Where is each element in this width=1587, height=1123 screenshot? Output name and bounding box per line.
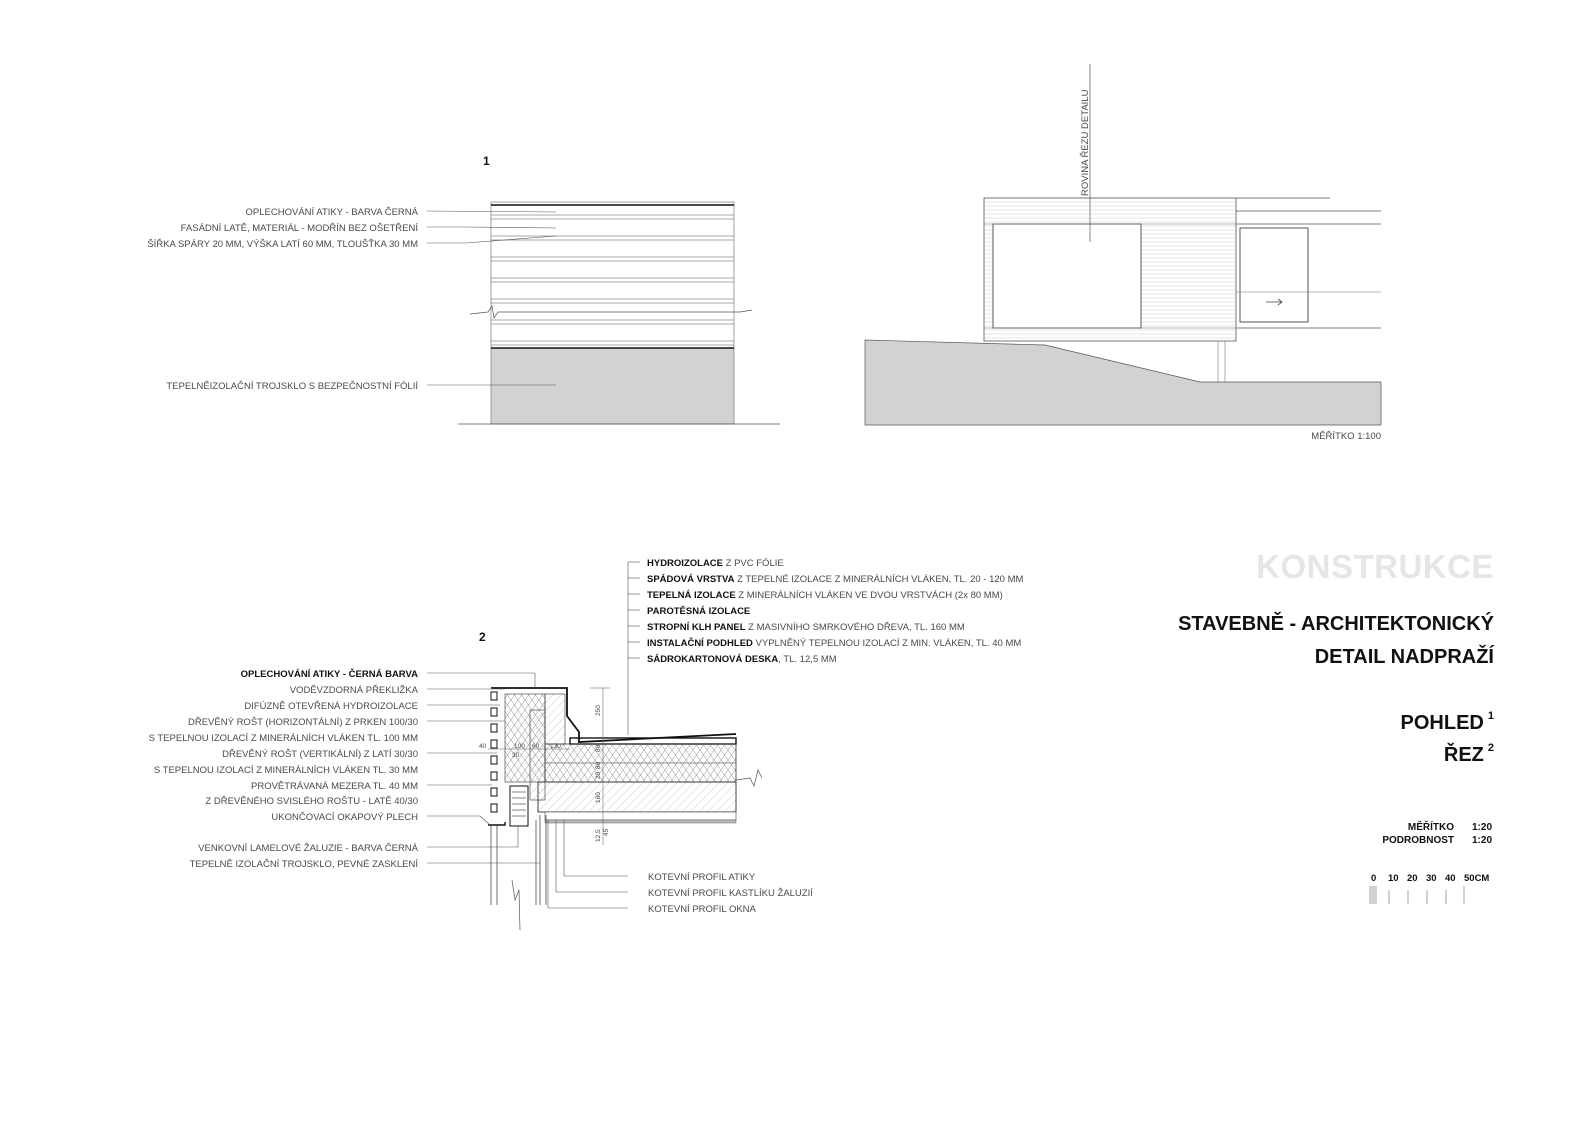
detail-label: PODROBNOST xyxy=(1382,835,1454,846)
detail-value: 1:20 xyxy=(1471,835,1492,846)
top-label-2: TEPELNÁ IZOLACE Z MINERÁLNÍCH VLÁKEN VE DVOU VRSTVÁCH (2x 80 MM) xyxy=(647,590,1003,601)
dim-160: 160 xyxy=(595,792,602,803)
scale-row xyxy=(1408,822,1492,833)
view-1-elevation xyxy=(147,154,780,424)
top-labels xyxy=(647,558,1023,665)
scalebar-tick-0: 0 xyxy=(1371,873,1377,884)
glass-pane xyxy=(491,348,734,424)
view-b-title xyxy=(1444,744,1494,767)
left-label-2: DIFÚZNĚ OTEVŘENÁ HYDROIZOLACE xyxy=(244,701,418,712)
section-2 xyxy=(149,558,1024,930)
building-elevation xyxy=(865,64,1381,442)
dim-12-5: 12,5 xyxy=(595,829,602,842)
dim-30: 30 xyxy=(512,752,520,759)
section-2-number: 2 xyxy=(479,630,486,644)
top-label-6: SÁDROKARTONOVÁ DESKA, TL. 12,5 MM xyxy=(647,654,837,665)
category-title: KONSTRUKCE xyxy=(1256,548,1494,585)
section-plane-label: ROVINA ŘEZU DETAILU xyxy=(1080,89,1091,196)
view-1-label-0: OPLECHOVÁNÍ ATIKY - BARVA ČERNÁ xyxy=(245,207,418,218)
detail-row xyxy=(1382,835,1492,846)
scale-label: MĚŘÍTKO xyxy=(1407,822,1454,833)
left-label-3: DŘEVĚNÝ ROŠT (HORIZONTÁLNÍ) Z PRKEN 100/30 xyxy=(188,717,418,728)
dim-250: 250 xyxy=(595,705,602,716)
view-1-label-1: FASÁDNÍ LATĚ, MATERIÁL - MODŘÍN BEZ OŠETŘENÍ xyxy=(180,223,418,234)
large-window xyxy=(993,224,1141,328)
facade-slat-column xyxy=(491,692,497,812)
scale-value: 1:20 xyxy=(1471,822,1492,833)
dim-80a: 80 xyxy=(595,744,602,752)
left-label-4: S TEPELNOU IZOLACÍ Z MINERÁLNÍCH VLÁKEN TL. 100 MM xyxy=(148,733,418,744)
facade-slats xyxy=(491,202,734,348)
view-b-sup: 2 xyxy=(1487,742,1494,754)
dim-20: 20 xyxy=(595,771,602,779)
scalebar-tick-4: 40 xyxy=(1445,873,1456,884)
small-window xyxy=(1240,228,1308,322)
view-a-label: POHLED xyxy=(1400,712,1484,734)
dim-40: 40 xyxy=(479,743,487,750)
top-label-3: PAROTĚSNÁ IZOLACE xyxy=(647,606,751,617)
view-1-label-3: TEPELNĚIZOLAČNÍ TROJSKLO S BEZPEČNOSTNÍ FÓLIÍ xyxy=(166,381,418,392)
scale-bar xyxy=(1368,870,1498,910)
left-label-7: PROVĚTRÁVANÁ MEZERA TL. 40 MM xyxy=(251,781,418,792)
bottom-label-leaders xyxy=(548,820,628,908)
left-label-11: TEPELNĚ IZOLAČNÍ TROJSKLO, PEVNÉ ZASKLENÍ xyxy=(189,859,418,870)
scalebar-tick-5: 50CM xyxy=(1464,873,1490,884)
dim-45: 45 xyxy=(603,828,610,836)
left-label-5: DŘEVĚNÝ ROŠT (VERTIKÁLNÍ) Z LATÍ 30/30 xyxy=(222,749,418,760)
view-b-label: ŘEZ xyxy=(1443,744,1484,766)
scalebar-tick-2: 20 xyxy=(1407,873,1418,884)
left-label-8: Z DŘEVĚNÉHO SVISLÉHO ROŠTU - LATĚ 40/30 xyxy=(205,796,418,807)
bottom-label-0: KOTEVNÍ PROFIL ATIKY xyxy=(648,872,756,883)
elevation-scale: MĚŘÍTKO 1:100 xyxy=(1311,431,1381,442)
view-a-sup: 1 xyxy=(1487,710,1494,722)
terrain xyxy=(865,340,1381,425)
dim-60: 60 xyxy=(532,743,540,750)
dim-130: 130 xyxy=(550,743,561,750)
top-label-1: SPÁDOVÁ VRSTVA Z TEPELNÉ IZOLACE Z MINERÁLNÍCH VLÁKEN, TL. 20 - 120 MM xyxy=(647,574,1024,585)
sheet-title-line-1: STAVEBNĚ - ARCHITEKTONICKÝ xyxy=(1178,613,1494,635)
view-1-label-2: ŠÍŘKA SPÁRY 20 MM, VÝŠKA LATÍ 60 MM, TLOUŠŤKA 30 MM xyxy=(147,239,418,250)
left-label-0: OPLECHOVÁNÍ ATIKY - ČERNÁ BARVA xyxy=(240,669,418,680)
sheet-title-line-2: DETAIL NADPRAŽÍ xyxy=(1314,646,1494,668)
view-1-number: 1 xyxy=(483,154,490,168)
roof-build-up xyxy=(538,738,736,823)
left-label-6: S TEPELNOU IZOLACÍ Z MINERÁLNÍCH VLÁKEN TL. 30 MM xyxy=(153,765,418,776)
top-label-0: HYDROIZOLACE Z PVC FÓLIE xyxy=(647,558,784,569)
left-label-10: VENKOVNÍ LAMELOVÉ ŽALUZIE - BARVA ČERNÁ xyxy=(198,843,418,854)
bottom-label-1: KOTEVNÍ PROFIL KASTLÍKU ŽALUZIÍ xyxy=(648,888,813,899)
scalebar-tick-1: 10 xyxy=(1388,873,1399,884)
top-label-leaders xyxy=(628,562,640,735)
dim-100: 100 xyxy=(514,743,525,750)
view-a-title xyxy=(1401,712,1494,735)
left-label-1: VODĚVZDORNÁ PŘEKLIŽKA xyxy=(289,685,418,696)
scalebar-tick-3: 30 xyxy=(1426,873,1437,884)
dim-80b: 80 xyxy=(595,761,602,769)
left-label-9: UKONČOVACÍ OKAPOVÝ PLECH xyxy=(271,812,418,823)
top-label-5: INSTALAČNÍ PODHLED VYPLNĚNÝ TEPELNOU IZOLACÍ Z MIN. VLÁKEN, TL. 40 MM xyxy=(647,638,1022,649)
top-label-4: STROPNÍ KLH PANEL Z MASIVNÍHO SMRKOVÉHO DŘEVA, TL. 160 MM xyxy=(647,622,965,633)
bottom-label-2: KOTEVNÍ PROFIL OKNA xyxy=(648,904,756,915)
